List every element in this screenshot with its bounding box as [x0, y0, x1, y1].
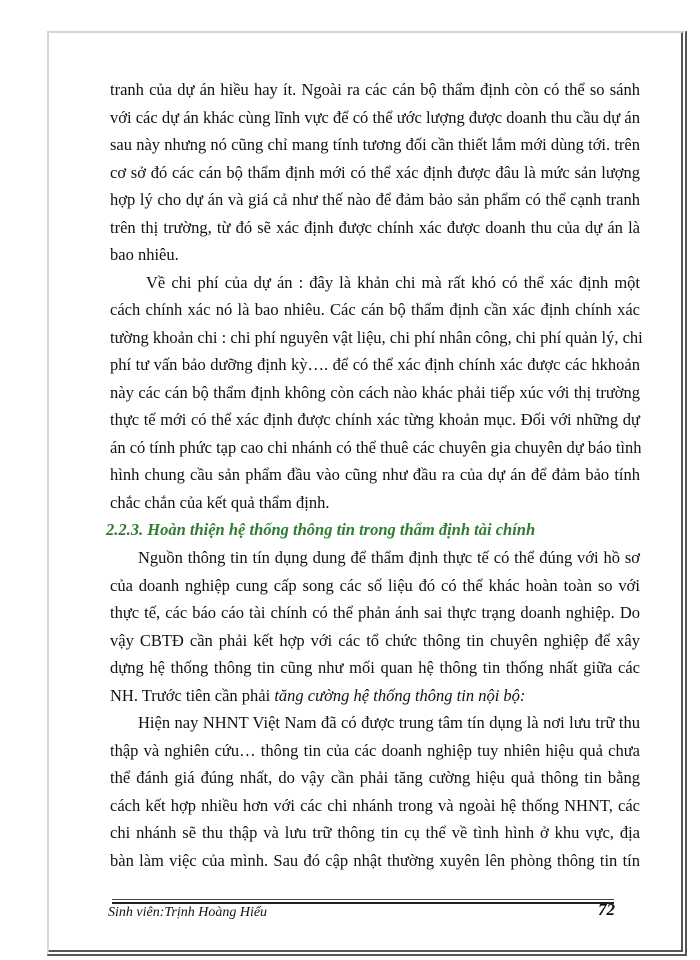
paragraph-line: thực tế, các báo cáo tài chính có thể phản ánh sai thực trạng doanh nghiệp. Do — [110, 603, 640, 622]
paragraph-line: thập và nghiên cứu… thông tin của các doanh nghiệp tuy nhiên hiệu quả chưa — [110, 740, 640, 760]
paragraph-line: thực tế mới có thể xác định được chính xác từng khoản mục. Đối với những dự — [110, 410, 640, 429]
paragraph-line: tường khoản chi : chi phí nguyên vật liệu, chi phí nhân công, chi phí quản lý, chi — [110, 327, 643, 347]
paragraph-line: thể đánh giá đúng nhất, do vậy cần phải tăng cường hiệu quả thông tin bằng — [110, 768, 640, 787]
paragraph-line: hợp lý cho dự án và giá cả như thế nào để đảm bảo sản phẩm có thể cạnh tranh — [110, 190, 640, 209]
paragraph-line: bàn làm việc của mình. Sau đó cập nhật thường xuyên lên phòng thông tin tín — [110, 850, 640, 870]
paragraph-line: của doanh nghiệp cung cấp song các số liệu đó có thể khác hoàn toàn so với — [110, 575, 640, 595]
paragraph-line: bao nhiêu. — [110, 245, 179, 264]
paragraph-line: án có tính phức tạp cao chi nhánh có thể thuê các chuyên gia chuyên dự báo tình — [110, 437, 642, 457]
paragraph-line: cách kết hợp nhiều hơn với các chi nhánh trong và ngoài hệ thống NHNT, các — [110, 795, 640, 815]
paragraph-line: sau này nhưng nó cũng chỉ mang tính tương đối cần thiết lắm mới dùng tới. trên — [110, 135, 640, 154]
paragraph-line: hình chung cầu sản phẩm đầu vào cũng như đầu ra của dự án để đảm bảo tính — [110, 465, 640, 484]
section-heading: 2.2.3. Hoàn thiện hệ thống thông tin trong thẩm định tài chính — [106, 520, 536, 539]
paragraph-line: Nguồn thông tin tín dụng dung để thẩm định thực tế có thể đúng với hồ sơ — [138, 548, 640, 567]
paragraph-line: dựng hệ thống thông tin cũng như mối quan hệ thông tin thống nhất giữa các — [110, 658, 640, 677]
paragraph-line: cách chính xác nó là bao nhiêu. Các cán bộ thẩm định cần xác định chính xác — [110, 300, 640, 319]
text-run: NH. Trước tiên cần phải — [110, 685, 275, 705]
paragraph-line: Hiện nay NHNT Việt Nam đã có được trung tâm tín dụng là nơi lưu trữ thu — [138, 713, 640, 732]
paragraph-line: tranh của dự án hiều hay ít. Ngoài ra các cán bộ thẩm định còn có thể so sánh — [110, 80, 640, 99]
paragraph-line — [110, 682, 640, 710]
paragraph-line: chi nhánh sẽ thu thập và lưu trữ thông tin cụ thể về tình hình ở khu vực, địa — [110, 823, 640, 842]
paragraph-line: cơ sở đó các cán bộ thẩm định mới có thể xác định được đâu là mức sản lượng — [110, 162, 640, 182]
document-body — [106, 76, 643, 874]
emphasis-text: tăng cường hệ thống thông tin nội bộ: — [274, 685, 526, 705]
page-number: 72 — [598, 900, 615, 919]
paragraph-line: này các cán bộ thẩm định không còn cách nào khác phải tiếp xúc với thị trường — [110, 382, 640, 402]
paragraph-line: Về chi phí của dự án : đây là khản chi mà rất khó có thể xác định một — [146, 272, 640, 292]
footer-rule — [112, 899, 614, 900]
paragraph-line: vậy CBTĐ cần phải kết hợp với các tổ chức thông tin chuyên nghiệp để xây — [110, 630, 640, 650]
footer-rule — [112, 902, 614, 904]
paragraph-line: với các dự án khác cùng lĩnh vực để có thể ước lượng được doanh thu cầu dự án — [110, 107, 640, 127]
paragraph-line: chắc chắn của kết quả thẩm định. — [110, 492, 330, 512]
paragraph-line: phí tư vấn bảo dưỡng định kỳ…. để có thể xác định chính xác được các hkhoản — [110, 355, 640, 374]
footer-author: Sinh viên:Trịnh Hoàng Hiếu — [108, 905, 268, 920]
paragraph-line: trên thị trường, từ đó sẽ xác định được chính xác được doanh thu của dự án là — [110, 217, 640, 237]
